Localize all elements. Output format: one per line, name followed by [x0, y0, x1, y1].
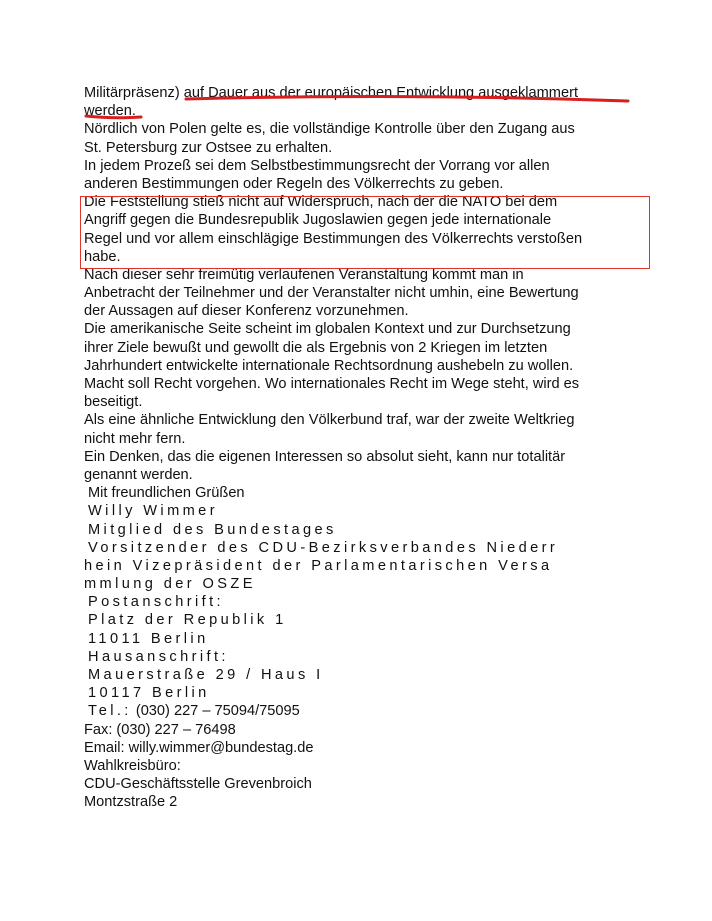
email: Email: willy.wimmer@bundestag.de: [84, 739, 314, 756]
signature-block: [84, 484, 674, 811]
text-line: Die Feststellung stieß nicht auf Widerspruch, nach der die NATO bei dem: [84, 194, 558, 211]
sender-role: Mitglied des Bundestages: [88, 521, 337, 538]
text-line: In jedem Prozeß sei dem Selbstbestimmungsrecht der Vorrang vor allen: [84, 157, 550, 174]
text-line: Angriff gegen die Bundesrepublik Jugoslawien gegen jede internationale: [84, 212, 552, 229]
office-street: Montzstraße 2: [84, 794, 178, 811]
postal-label: Postanschrift:: [88, 594, 225, 611]
telephone: [84, 702, 674, 720]
text-line: St. Petersburg zur Ostsee zu erhalten.: [84, 139, 333, 156]
text-line: Ein Denken, das die eigenen Interessen so absolut sieht, kann nur totalitär: [84, 448, 566, 465]
sender-role-detail: Vorsitzender des CDU-Bezirksverbandes Niederr: [88, 539, 559, 556]
fax: Fax: (030) 227 – 76498: [84, 721, 236, 738]
text-line: Jahrhundert entwickelte internationale Rechtsordnung aushebeln zu wollen.: [84, 357, 574, 374]
text-line: beseitigt.: [84, 394, 143, 411]
telephone-label: Tel.:: [88, 703, 132, 720]
paragraph-2: [84, 120, 674, 156]
text-line: anderen Bestimmungen oder Regeln des Völkerrechts zu geben.: [84, 175, 504, 192]
postal-city: 11011 Berlin: [88, 630, 209, 647]
paragraph-8: [84, 448, 674, 484]
text-line: genannt werden.: [84, 466, 193, 483]
text-line: Nach dieser sehr freimütig verlaufenen Veranstaltung kommt man in: [84, 266, 524, 283]
sender-role-detail: hein Vizepräsident der Parlamentarischen Versa: [84, 557, 553, 574]
text-line: Als eine ähnliche Entwicklung den Völkerbund traf, war der zweite Weltkrieg: [84, 412, 575, 429]
text-line: Anbetracht der Teilnehmer und der Veranstalter nicht umhin, eine Bewertung: [84, 285, 579, 302]
postal-street: Platz der Republik 1: [88, 612, 287, 629]
house-street: Mauerstraße 29 / Haus I: [88, 667, 324, 683]
text-line: habe.: [84, 248, 121, 265]
text-line: Nördlich von Polen gelte es, die vollständige Kontrolle über den Zugang aus: [84, 121, 575, 138]
text-line: Die amerikanische Seite scheint im globalen Kontext und zur Durchsetzung: [84, 321, 571, 338]
paragraph-1: [84, 84, 674, 120]
text-line: nicht mehr fern.: [84, 430, 186, 447]
office-label: Wahlkreisbüro:: [84, 757, 181, 774]
paragraph-7: [84, 411, 674, 447]
letter-page: [84, 84, 674, 812]
telephone-number: (030) 227 – 75094/75095: [135, 703, 300, 720]
office-name: CDU-Geschäftsstelle Grevenbroich: [84, 776, 312, 793]
sender-role-detail: mmlung der OSZE: [84, 576, 256, 593]
text-line: Militärpräsenz) auf Dauer aus der europäischen Entwicklung ausgeklammert: [84, 85, 578, 101]
paragraph-6: [84, 320, 674, 411]
sender-name: Willy Wimmer: [88, 503, 218, 520]
highlight-box: [80, 196, 650, 269]
house-label: Hausanschrift:: [88, 648, 229, 665]
text-line: werden.: [84, 103, 136, 120]
greeting: Mit freundlichen Grüßen: [88, 485, 245, 502]
paragraph-5: [84, 266, 674, 321]
paragraph-3: [84, 157, 674, 193]
house-city: 10117 Berlin: [88, 685, 210, 702]
text-line: Regel und vor allem einschlägige Bestimmungen des Völkerrechts verstoßen: [84, 230, 583, 247]
text-line: ihrer Ziele bewußt und gewollt die als Ergebnis von 2 Kriegen im letzten: [84, 339, 548, 356]
text-line: der Aussagen auf dieser Konferenz vorzunehmen.: [84, 303, 409, 320]
text-line: Macht soll Recht vorgehen. Wo internationales Recht im Wege steht, wird es: [84, 376, 580, 392]
